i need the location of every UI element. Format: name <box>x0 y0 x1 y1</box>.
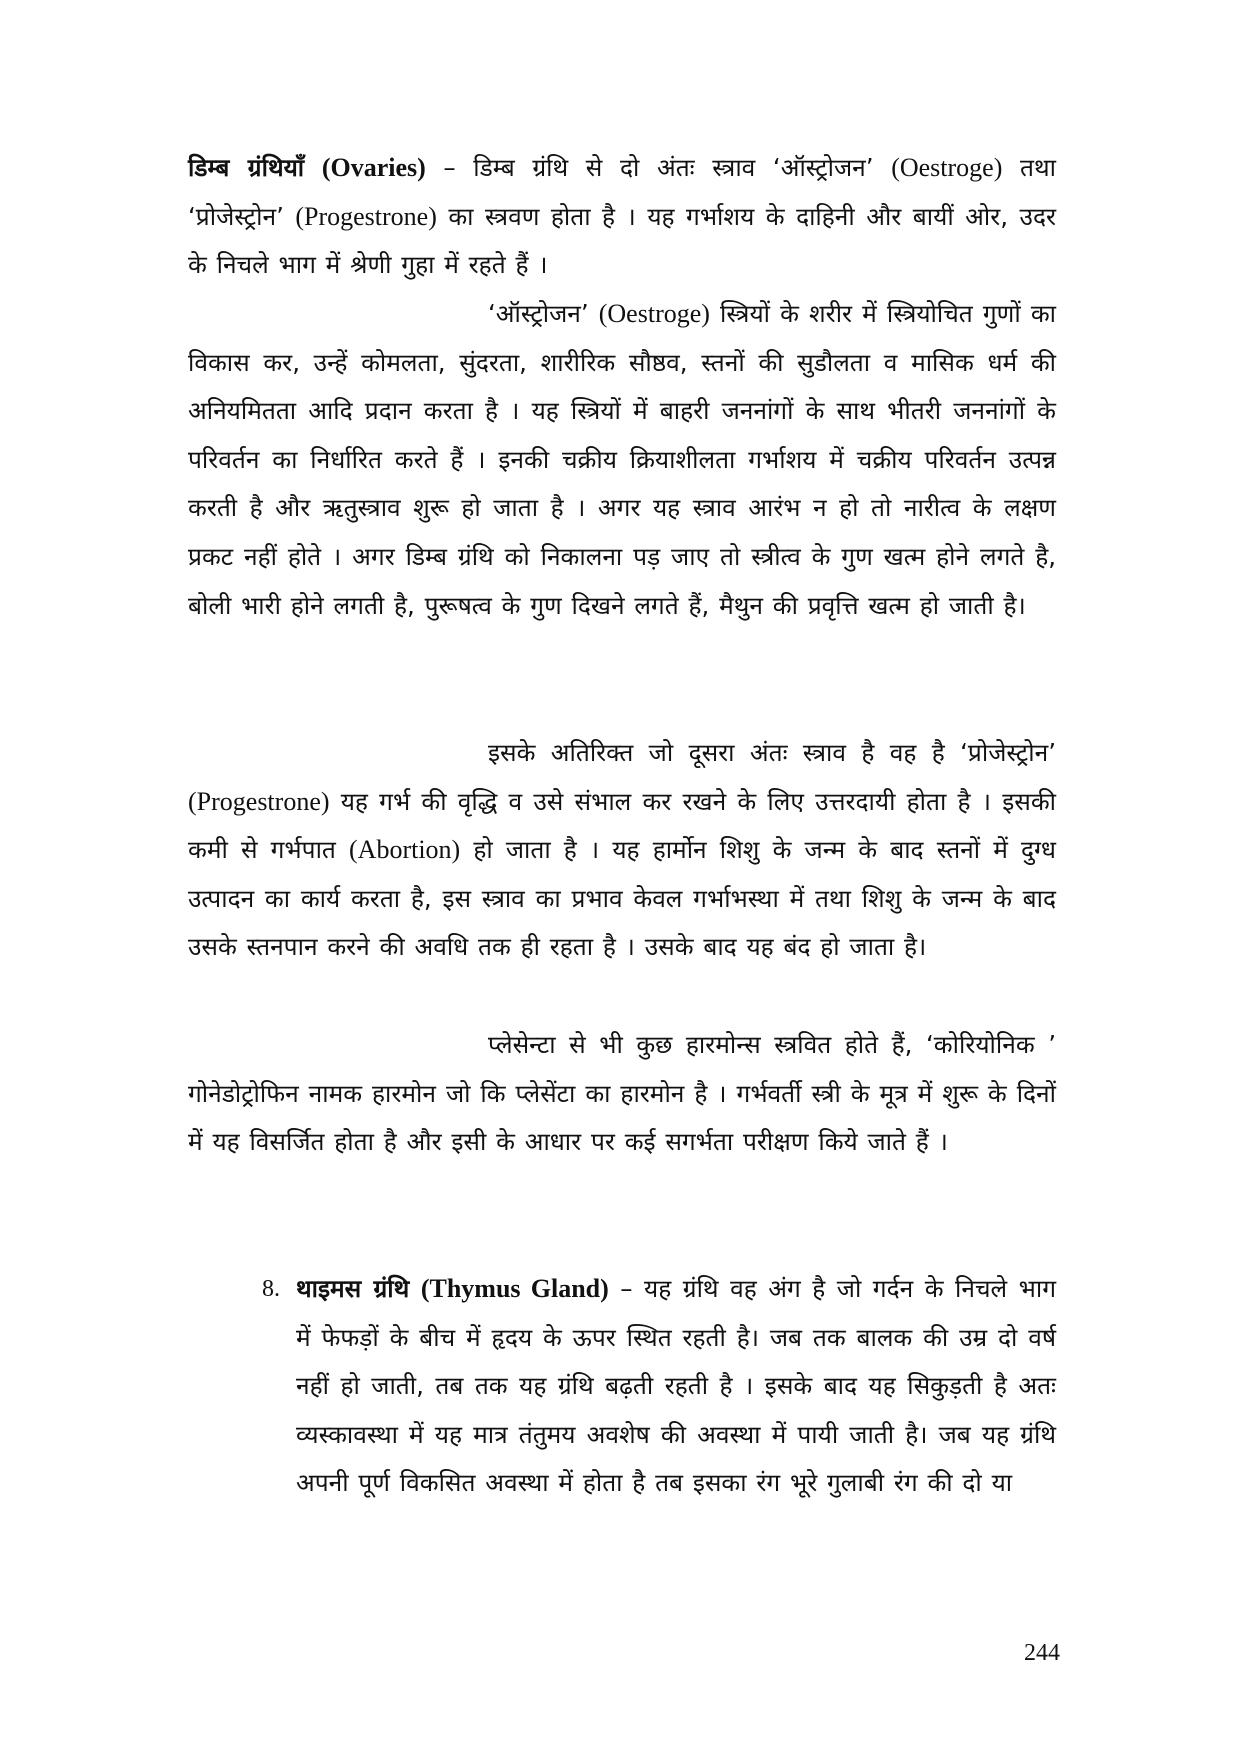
heading-ovaries: डिम्ब ग्रंथियॉं <box>188 153 305 182</box>
paragraph-text: ‘ऑस्ट्रोजन’ <box>488 299 599 328</box>
paragraph-ovaries <box>188 144 1056 290</box>
paragraph-text: स्त्रियों के शरीर में स्त्रियोचित गुणों का विकास कर, उन्हें कोमलता, सुंदरता, शारीरिक सौष्ठव, स्तनों की सुडौलता व मासिक धर्म की अनियमितता आदि प्रदान करता है । यह स्त्रियों में बाहरी जननांगों के साथ भीतरी जननांगों के परिवर्तन का निर्धारित करते हैं । इनकी चक्रीय क्रियाशीलता गर्भाशय में चक्रीय परिवर्तन उत्पन्न करती है और ऋतुस्त्राव शुरू हो जाता है । अगर यह स्त्राव आरंभ न हो तो नारीत्व के लक्षण प्रकट नहीं होते । अगर डिम्ब ग्रंथि को निकालना पड़ जाए तो स्त्रीत्व के गुण खत्म होने लगते है, बोली भारी होने लगती है, पुरूषत्व के गुण दिखने लगते हैं, मैथुन की प्रवृत्ति खत्म हो जाती है। <box>188 299 1056 620</box>
paragraph-text: तथा ‘प्रोजेस्ट्रोन’ <box>188 153 1056 231</box>
section-thymus <box>262 1265 1056 1508</box>
heading-ovaries-latin: (Ovaries) <box>321 153 426 182</box>
paragraph-text: यह गर्भ की वृद्धि व उसे संभाल कर रखने के लिए उत्तरदायी होता है । इसकी कमी से गर्भपात <box>188 786 1056 865</box>
page-number: 244 <box>1024 1640 1060 1666</box>
paragraph-text: का स्त्रवण होता है । यह गर्भाशय के दाहिनी और बायीं ओर, उदर के निचले भाग में श्रेणी गुहा में रहते हैं । <box>188 201 1056 280</box>
paragraph-text: इसके अतिरिक्त जो दूसरा अंतः स्त्राव है वह है ‘प्रोजेस्ट्रोन’ <box>488 738 1056 767</box>
latin-term: (Abortion) <box>349 835 461 865</box>
paragraph-placenta <box>188 1021 1056 1167</box>
paragraph-oestrogen <box>188 290 1056 630</box>
paragraph-progesterone <box>188 729 1056 972</box>
heading-thymus-latin: (Thymus Gland) <box>420 1274 609 1303</box>
paragraph-text: हो जाता है । यह हार्मोन शिशु के जन्म के बाद स्तनों में दुग्ध उत्पादन का कार्य करता है, इस स्त्राव का प्रभाव केवल गर्भाभस्था में तथा शिशु के जन्म के बाद उसके स्तनपान करने की अवधि तक ही रहता है । उसके बाद यह बंद हो जाता है। <box>188 835 1057 962</box>
latin-term: (Oestroge) <box>598 299 710 328</box>
paragraph-text: – डिम्ब ग्रंथि से दो अंतः स्त्राव ‘ऑस्ट्रोजन’ <box>425 153 892 182</box>
section-body <box>296 1265 1056 1508</box>
paragraph-text: – यह ग्रंथि वह अंग है जो गर्दन के निचले भाग में फेफड़ों के बीच में हृदय के ऊपर स्थित रहती है। जब तक बालक की उम्र दो वर्ष नहीं हो जाती, तब तक यह ग्रंथि बढ़ती रहती है । इसके बाद यह सिकुड़ती है अतः व्यस्कावस्था में यह मात्र तंतुमय अवशेष की अवस्था में पायी जाती है। जब यह ग्रंथि अपनी पूर्ण विकसित अवस्था में होता है तब इसका रंग भूरे गुलाबी रंग की दो या <box>296 1274 1056 1498</box>
heading-thymus: थाइमस ग्रंथि <box>296 1274 410 1303</box>
section-number: 8. <box>262 1276 280 1302</box>
paragraph-text: प्लेसेन्टा से भी कुछ हारमोन्स स्त्रवित होते हैं, ‘कोरियोनिक ’ गोनेडोट्रोफिन नामक हारमोन जो कि प्लेसेंटा का हारमोन है । गर्भवर्ती स्त्री के मूत्र में शुरू के दिनों में यह विसर्जित होता है और इसी के आधार पर कई सगर्भता परीक्षण किये जाते हैं । <box>188 1030 1056 1157</box>
latin-term: (Progestrone) <box>188 786 330 816</box>
latin-term: (Progestrone) <box>295 201 437 231</box>
latin-term: (Oestroge) <box>891 153 1003 182</box>
